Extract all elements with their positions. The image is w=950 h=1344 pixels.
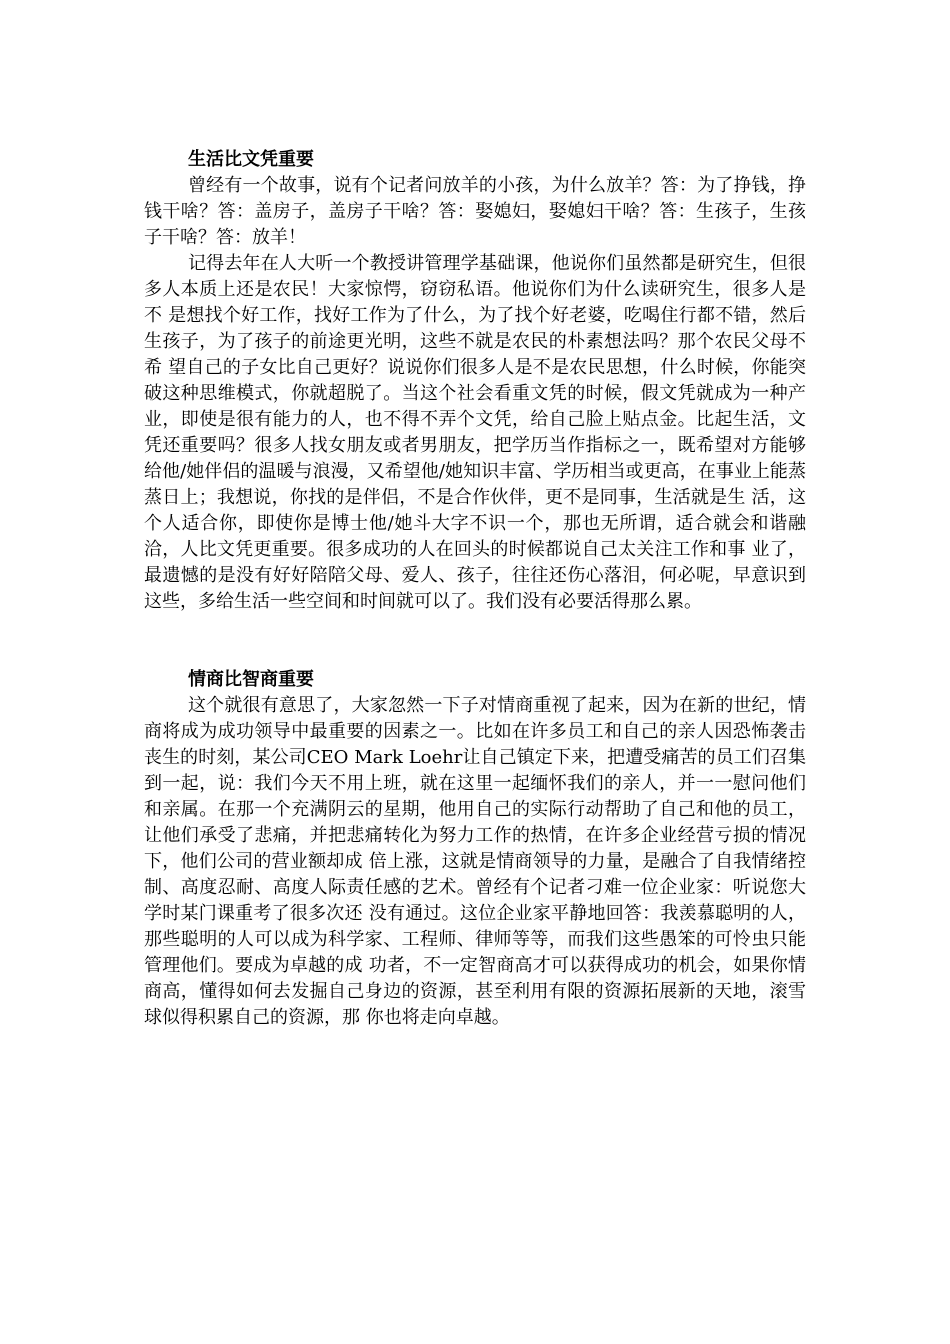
section-heading: 生活比文凭重要: [188, 149, 314, 170]
document-page: [144, 147, 806, 1031]
paragraph: 曾经有一个故事，说有个记者问放羊的小孩，为什么放羊？答：为了挣钱，挣钱干啥？答：盖房子，盖房子干啥？答：娶媳妇，娶媳妇干啥？答：生孩子，生孩子干啥？答：放羊！: [144, 175, 806, 248]
section-heading: 情商比智商重要: [188, 669, 314, 690]
section-life-vs-diploma: [144, 147, 806, 615]
paragraph: 这个就很有意思了，大家忽然一下子对情商重视了起来，因为在新的世纪，情商将成为成功领导中最重要的因素之一。比如在许多员工和自己的亲人因恐怖袭击丧生的时刻，某公司CEO Mark Loehr让自己镇定下来，把遭受痛苦的员工们召集到一起，说：我们今天不用上班，就在这里一起缅怀我们的亲人，并一一慰问他们和亲属。在那一个充满阴云的星期，他用自己的实际行动帮助了自己和他的员工，让他们承受了悲痛，并把悲痛转化为努力工作的热情，在许多企业经营亏损的情况下，他们公司的营业额却成 倍上涨，这就是情商领导的力量，是融合了自我情绪控制、高度忍耐、高度人际责任感的艺术。曾经有个记者刁难一位企业家：听说您大学时某门课重考了很多次还 没有通过。这位企业家平静地回答：我羡慕聪明的人，那些聪明的人可以成为科学家、工程师、律师等等，而我们这些愚笨的可怜虫只能管理他们。要成为卓越的成 功者，不一定智商高才可以获得成功的机会，如果你情商高，懂得如何去发掘自己身边的资源，甚至利用有限的资源拓展新的天地，滚雪球似得积累自己的资源，那 你也将走向卓越。: [144, 695, 806, 1028]
section-eq-vs-iq: [144, 667, 806, 1031]
paragraph: 记得去年在人大听一个教授讲管理学基础课，他说你们虽然都是研究生，但很多人本质上还是农民！大家惊愕，窃窃私语。他说你们为什么读研究生，很多人是不 是想找个好工作，找好工作为了什么，为了找个好老婆，吃喝住行都不错，然后生孩子，为了孩子的前途更光明，这些不就是农民的朴素想法吗？那个农民父母不希 望自己的子女比自己更好？说说你们很多人是不是农民思想，什么时候，你能突破这种思维模式，你就超脱了。当这个社会看重文凭的时候，假文凭就成为一种产 业，即使是很有能力的人，也不得不弄个文凭，给自己脸上贴点金。比起生活，文凭还重要吗？很多人找女朋友或者男朋友，把学历当作指标之一，既希望对方能够 给他/她伴侣的温暖与浪漫，又希望他/她知识丰富、学历相当或更高，在事业上能蒸蒸日上；我想说，你找的是伴侣，不是合作伙伴，更不是同事，生活就是生 活，这个人适合你，即使你是博士他/她斗大字不识一个，那也无所谓，适合就会和谐融洽，人比文凭更重要。很多成功的人在回头的时候都说自己太关注工作和事 业了，最遗憾的是没有好好陪陪父母、爱人、孩子，往往还伤心落泪，何必呢，早意识到这些，多给生活一些空间和时间就可以了。我们没有必要活得那么累。: [144, 253, 806, 612]
